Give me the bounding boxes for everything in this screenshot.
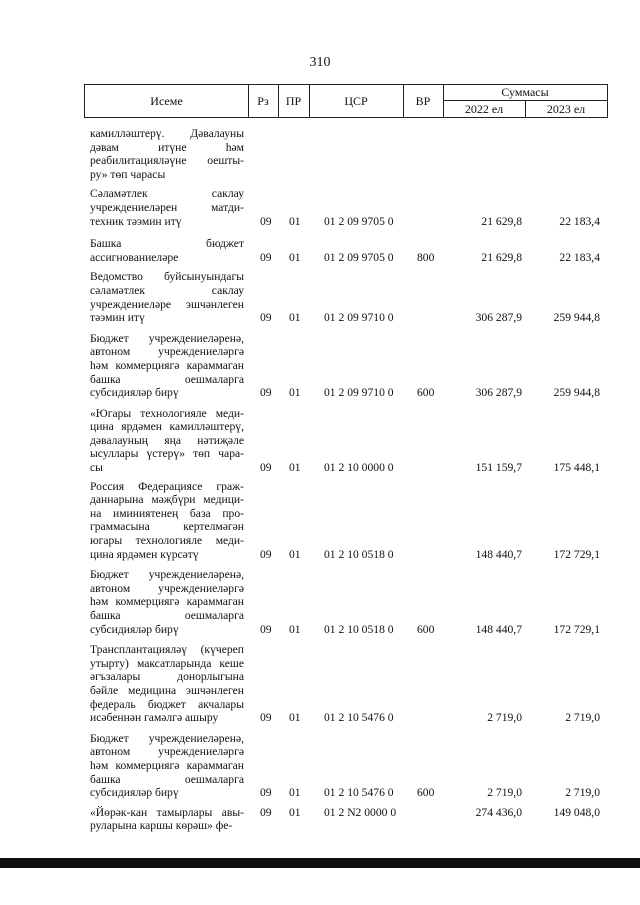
- row-name: [84, 332, 244, 400]
- row-sum-2023: 22 183,4: [559, 214, 600, 228]
- table-row: [84, 187, 608, 228]
- row-rz: 09: [260, 461, 272, 475]
- row-pr: 01: [289, 786, 301, 800]
- row-name-line: Сәламәтлек саклау: [90, 187, 244, 201]
- row-name-line: дәвалауның яңа нәтиҗәле: [90, 433, 244, 447]
- row-name-line: исәбеннән гамәлгә ашыру: [90, 711, 219, 725]
- row-name: [84, 643, 244, 725]
- table-row: [84, 643, 608, 725]
- row-name-line: башка оешмаларга: [90, 609, 244, 622]
- row-vr: 800: [417, 250, 435, 264]
- row-name: [84, 407, 244, 475]
- row-sum-2023: 259 944,8: [553, 386, 600, 400]
- row-name-line: дәвам итүне һәм: [90, 140, 244, 154]
- row-name-line: автоном учреждениеләргә: [90, 581, 244, 595]
- row-csr: 01 2 09 9710 0: [324, 311, 394, 325]
- row-name-line: ру» төп чарасы: [90, 167, 166, 181]
- row-sum-2023: 149 048,0: [553, 805, 600, 819]
- row-name-line: автоном учреждениеләргә: [90, 745, 244, 759]
- row-pr: 01: [289, 250, 301, 264]
- row-name-line: техник тәэмин итү: [90, 214, 182, 228]
- row-name-line: бәйле медицина эшчәнлеген: [90, 683, 244, 697]
- row-name: [84, 237, 244, 264]
- header-year-2022: 2022 ел: [464, 101, 504, 116]
- row-name-line: ассигнованиеләре: [90, 250, 179, 264]
- row-sum-2023: 172 729,1: [553, 622, 600, 636]
- page-number: 310: [309, 55, 331, 70]
- row-name-line: субсидияләр бирү: [90, 786, 179, 800]
- row-name-line: һәм коммерциягә караммаган: [90, 595, 244, 609]
- row-csr: 01 2 09 9710 0: [324, 386, 394, 400]
- row-sum-2023: 172 729,1: [553, 547, 600, 561]
- row-sum-2022: 21 629,8: [481, 214, 522, 228]
- header-vr: ВР: [415, 93, 431, 108]
- row-name: [84, 187, 244, 228]
- row-vr: 600: [417, 786, 435, 800]
- header-csr: ЦСР: [344, 93, 368, 108]
- row-sum-2022: 2 719,0: [487, 786, 522, 800]
- table-row: [84, 568, 608, 636]
- header-pr: ПР: [285, 93, 302, 108]
- row-name-line: утырту) максатларында кеше: [90, 656, 244, 670]
- row-name-line: ысуллары үстерү» төп чара-: [90, 447, 244, 461]
- table-row: [84, 407, 608, 475]
- row-name-line: автоном учреждениеләргә: [90, 345, 244, 359]
- row-name-line: һәм коммерциягә караммаган: [90, 358, 244, 372]
- row-sum-2022: 151 159,7: [475, 461, 522, 475]
- scan-border: [0, 858, 640, 868]
- row-pr: 01: [289, 711, 301, 725]
- row-pr: 01: [289, 214, 301, 228]
- row-name-line: сы: [90, 461, 103, 475]
- row-name: [84, 480, 244, 562]
- table-body: [84, 121, 608, 833]
- row-vr: 600: [417, 622, 435, 636]
- row-name: [84, 568, 244, 636]
- row-rz: 09: [260, 250, 272, 264]
- row-pr: 01: [289, 622, 301, 636]
- row-rz: 09: [260, 214, 272, 228]
- row-sum-2023: 259 944,8: [553, 311, 600, 325]
- row-vr: 600: [417, 386, 435, 400]
- table-row: [84, 270, 608, 324]
- row-csr: 01 2 10 0000 0: [324, 461, 394, 475]
- row-name-line: субсидияләр бирү: [90, 386, 179, 400]
- row-sum-2023: 2 719,0: [565, 786, 600, 800]
- row-name-line: учреждениеләрен матди-: [90, 200, 244, 214]
- row-pr: 01: [289, 461, 301, 475]
- row-name-line: субсидияләр бирү: [90, 622, 179, 636]
- row-pr: 01: [289, 311, 301, 325]
- row-name-line: башка оешмаларга: [90, 772, 244, 786]
- row-name-line: цина ярдәмен күрсәтү: [90, 547, 199, 561]
- table-row: [84, 332, 608, 400]
- row-name-line: Бюджет учреждениеләренә,: [90, 331, 244, 345]
- header-rz: Рз: [257, 93, 269, 108]
- row-name-line: Башка бюджет: [90, 237, 244, 251]
- row-csr: 01 2 09 9705 0: [324, 214, 394, 228]
- row-name-line: на иминиятенең база про-: [90, 506, 244, 520]
- table-header: [84, 84, 608, 118]
- row-name-line: әгъзалары донорлыгына: [90, 670, 244, 684]
- row-name-line: федераль бюджет акчалары: [90, 697, 244, 711]
- row-name: [84, 270, 244, 324]
- row-sum-2022: 2 719,0: [487, 711, 522, 725]
- row-rz: 09: [260, 805, 272, 819]
- row-name-line: Бюджет учреждениеләренә,: [90, 731, 244, 745]
- row-rz: 09: [260, 386, 272, 400]
- row-name-line: даннарына мәҗбүри медици-: [90, 493, 244, 507]
- row-csr: 01 2 10 0518 0: [324, 547, 394, 561]
- row-rz: 09: [260, 786, 272, 800]
- row-name-line: югары технологияле меди-: [90, 534, 244, 548]
- row-name: [84, 732, 244, 800]
- row-sum-2023: 2 719,0: [565, 711, 600, 725]
- row-name-line: граммасына кертелмәгән: [90, 520, 244, 534]
- row-csr: 01 2 N2 0000 0: [324, 805, 397, 819]
- row-pr: 01: [289, 547, 301, 561]
- row-sum-2022: 306 287,9: [475, 386, 522, 400]
- row-name: [84, 127, 244, 181]
- table-row: [84, 732, 608, 800]
- row-name-line: Ведомство буйсынуындагы: [90, 270, 244, 284]
- row-name-line: Бюджет учреждениеләренә,: [90, 568, 244, 582]
- row-name-line: һәм коммерциягә караммаган: [90, 758, 244, 772]
- row-name-line: реабилитацияләүне оешты-: [90, 154, 244, 168]
- row-pr: 01: [289, 805, 301, 819]
- row-csr: 01 2 10 5476 0: [324, 711, 394, 725]
- row-sum-2022: 274 436,0: [475, 805, 522, 819]
- row-name-line: камилләштерү. Дәвалауны: [90, 127, 244, 140]
- row-csr: 01 2 09 9705 0: [324, 250, 394, 264]
- row-sum-2022: 306 287,9: [475, 311, 522, 325]
- table-row: [84, 806, 608, 833]
- row-rz: 09: [260, 547, 272, 561]
- row-name-line: руларына каршы көрәш» фе-: [90, 819, 233, 833]
- row-name-line: Трансплантацияләү (күчереп: [90, 643, 244, 657]
- header-sums: Суммасы: [501, 85, 549, 99]
- row-name-line: цина ярдәмен камилләштерү,: [90, 420, 244, 434]
- row-name: [84, 806, 244, 833]
- row-rz: 09: [260, 622, 272, 636]
- row-csr: 01 2 10 5476 0: [324, 786, 394, 800]
- row-sum-2023: 175 448,1: [553, 461, 600, 475]
- row-rz: 09: [260, 711, 272, 725]
- table-row: [84, 237, 608, 264]
- header-year-2023: 2023 ел: [546, 101, 586, 116]
- row-name-line: тәэмин итү: [90, 311, 145, 325]
- header-name: Исеме: [150, 93, 183, 108]
- row-name-line: сәламәтлек саклау: [90, 283, 244, 297]
- row-pr: 01: [289, 386, 301, 400]
- table-row: [84, 127, 608, 181]
- row-name-line: башка оешмаларга: [90, 372, 244, 386]
- row-name-line: учреждениеләре эшчәнлеген: [90, 297, 244, 311]
- row-sum-2023: 22 183,4: [559, 250, 600, 264]
- row-sum-2022: 148 440,7: [475, 622, 522, 636]
- row-rz: 09: [260, 311, 272, 325]
- row-csr: 01 2 10 0518 0: [324, 622, 394, 636]
- row-sum-2022: 21 629,8: [481, 250, 522, 264]
- row-name-line: «Югары технологияле меди-: [90, 406, 244, 420]
- row-sum-2022: 148 440,7: [475, 547, 522, 561]
- table-row: [84, 480, 608, 562]
- row-name-line: «Йөрәк-кан тамырлары авы-: [90, 805, 244, 819]
- row-name-line: Россия Федерациясе граж-: [90, 479, 244, 493]
